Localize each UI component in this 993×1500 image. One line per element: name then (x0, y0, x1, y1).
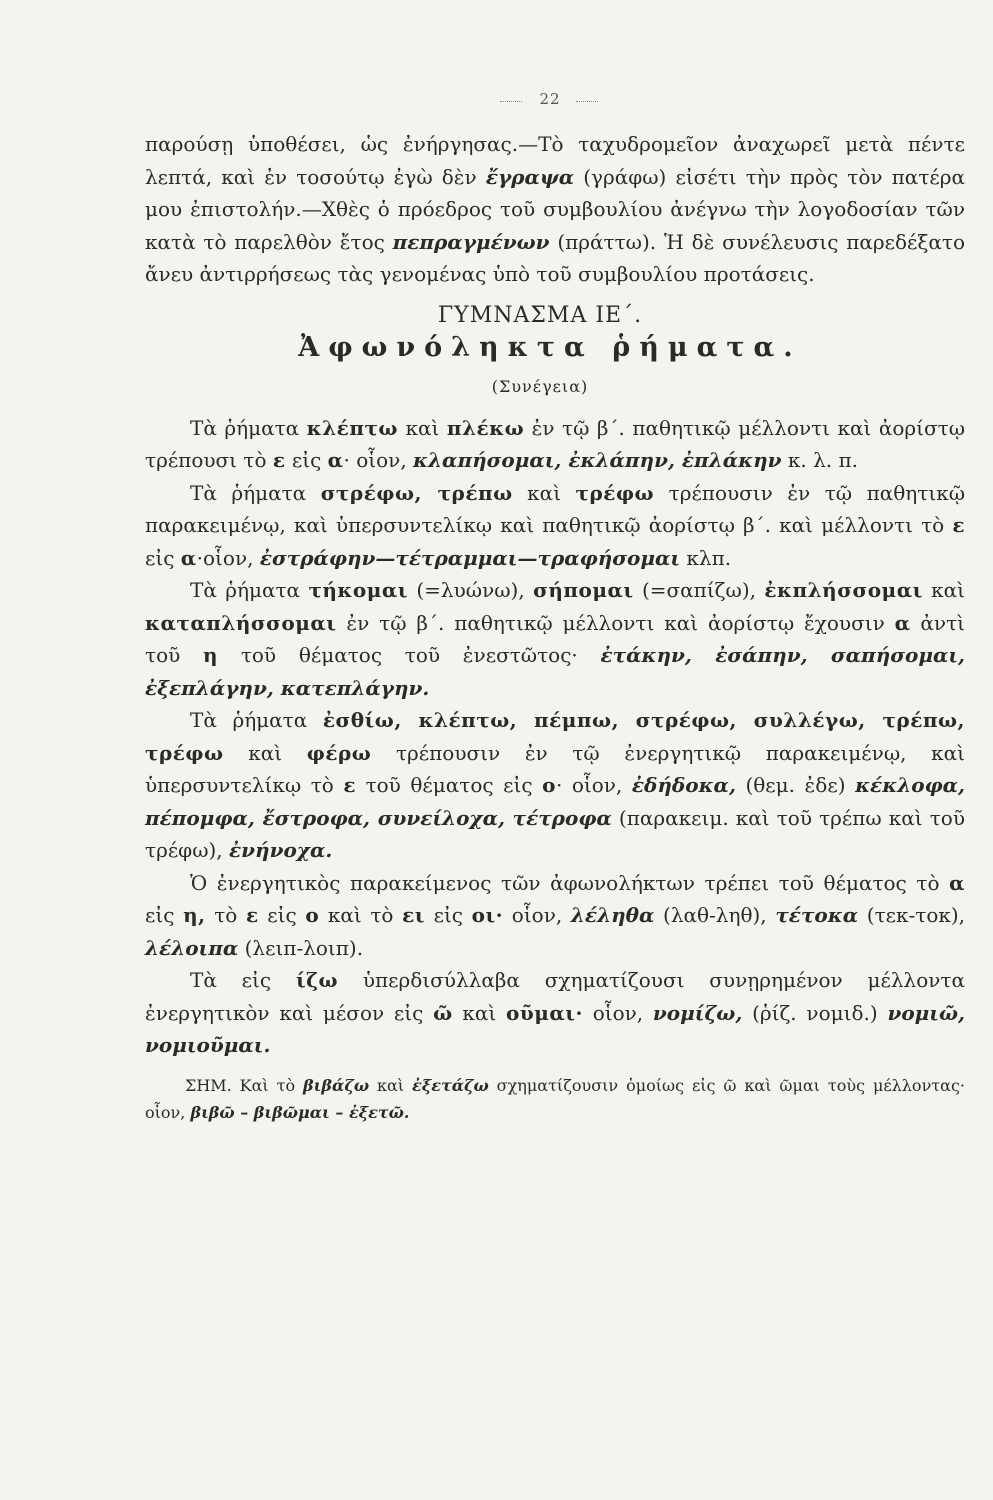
paragraph-kleptw (145, 412, 965, 477)
text-run: παρούσῃ ὑποθέσει, ὡς ἐνήργησας.—Τὸ ταχυδρομεῖον ἀναχωρεῖ μετὰ πέντε λεπτά, καὶ ἐν τοσούτῳ ἐγὼ δὲν (145, 132, 965, 189)
text-run: Ὁ ἐνεργητικὸς παρακείμενος τῶν ἀφωνολήκτων τρέπει τοῦ θέματος τὸ (190, 870, 950, 895)
text-run: τρέπουσιν ἐν τῷ παθητικῷ παρακειμένῳ, καὶ ὑπερσυντελίκῳ καὶ παθητικῷ ἀορίστῳ β΄. καὶ μέλλοντι τὸ (145, 480, 965, 537)
text-run: λέληθα (570, 903, 655, 927)
text-run: · οἷον, (343, 448, 414, 472)
paragraph-parakeimenos (145, 867, 965, 965)
text-run: Τὰ ῥήματα (190, 578, 309, 602)
text-run: βιβάζω (303, 1075, 370, 1095)
text-run: καὶ (512, 480, 576, 505)
text-run: (λαθ-ληθ), (654, 903, 776, 927)
text-run: · οἷον, (555, 773, 632, 797)
text-run: σήπομαι (533, 578, 634, 602)
text-run: εἰς (145, 545, 181, 570)
text-run: ἐνήνοχα. (229, 838, 333, 862)
exercise-title: ΓΥΜΝΑΣΜΑ ΙΕ΄. (437, 302, 643, 328)
text-run: καὶ (452, 1000, 507, 1025)
text-run: (τεκ-τοκ), (858, 903, 966, 927)
text-run: ε (245, 903, 259, 927)
paragraph-strefw (145, 477, 965, 575)
text-run: ἐστράφην—τέτραμμαι—τραφήσομαι (259, 545, 681, 570)
text-run: στρέφω, τρέπω (320, 480, 513, 505)
text-run: ἐκπλήσσομαι (764, 578, 923, 602)
text-run: ο (305, 903, 320, 927)
text-run: (γράφω) εἰσέτι τὴν πρὸς τὸν πατέρα μου ἐπιστολήν.—Χθὲς ὁ πρόεδρος τοῦ συμβουλίου ἀνέγνω τὴν λογοδοσίαν τῶν κατὰ τὸ παρελθὸν ἔτος (145, 164, 966, 254)
text-run: η, (183, 903, 206, 927)
text-run: βιβῶ – βιβῶμαι – ἐξετῶ. (190, 1102, 410, 1122)
text-run: ῶ (433, 1000, 453, 1025)
text-run: ἐδήδοκα, (631, 773, 736, 797)
text-run: ε (272, 448, 286, 472)
text-run: ε (952, 513, 965, 537)
text-run: (πράττω). Ἡ δὲ συνέλευσις παρεδέξατο ἄνευ ἀντιρρήσεως τὰς γενομένας ὑπὸ τοῦ συμβουλίου προτάσεις. (145, 229, 965, 286)
text-run: τέτοκα (775, 903, 859, 927)
text-run: κλαπήσομαι, ἐκλάπην, ἐπλάκην (413, 448, 782, 472)
text-run: τοῦ θέματος τοῦ ἐνεστῶτος· (218, 643, 601, 667)
text-run: ΣΗΜ. Καὶ τὸ (185, 1075, 304, 1095)
text-run: οἷον, (582, 1000, 653, 1025)
text-run: (ῥίζ. νομιδ.) (742, 1000, 888, 1025)
text-run: κλέπτω (306, 415, 398, 440)
text-run: Τὰ ῥήματα (190, 415, 307, 440)
chapter-heading: Ἀφωνόληκτα ῥήματα. (298, 331, 802, 363)
footnote (145, 1072, 965, 1126)
page-number-rule-right (576, 101, 598, 102)
text-run: κέκλοφα, πέπομφα, ἔστροφα, συνείλοχα, τέτροφα (145, 773, 966, 830)
text-run: κ. λ. π. (781, 448, 858, 472)
text-run: ο (542, 773, 556, 797)
text-run: α (180, 545, 197, 570)
text-run: ίζω (295, 968, 339, 992)
text-run: λέλοιπα (145, 935, 239, 960)
text-run: κλπ. (680, 545, 732, 570)
text-run: εἰς (285, 448, 328, 472)
text-run: ·οἷον, (196, 545, 260, 570)
text-run: οῦμαι· (506, 1000, 583, 1025)
text-run: εἰς (424, 903, 472, 927)
text-run: ἐσθίω, κλέπτω, πέμπω, στρέφω, συλλέγω, τρέπω, τρέφω (145, 708, 965, 765)
text-run: α (894, 610, 911, 635)
text-run: καὶ (369, 1075, 413, 1095)
text-run: σχηματίζουσιν ὁμοίως εἰς ῶ καὶ ῶμαι τοὺς μέλλοντας· οἷον, (145, 1075, 965, 1122)
text-run: πεπραγμένων (392, 229, 550, 254)
text-run: ἔγραψα (485, 164, 575, 189)
text-run: (θεμ. ἐδε) (735, 773, 856, 797)
text-run: α (949, 870, 965, 895)
text-run: καὶ (922, 578, 965, 602)
text-run: α (327, 448, 344, 472)
page-number: 22 (539, 90, 561, 108)
text-run: οι· (471, 903, 504, 927)
text-run: (=λυώνω), (407, 578, 534, 602)
text-run: Τὰ εἰς (190, 968, 296, 992)
text-run: εἰς (145, 903, 184, 927)
text-run: καταπλήσσομαι (145, 610, 337, 635)
paragraph-izw (145, 964, 965, 1062)
paragraph-tekomai (145, 574, 965, 704)
text-run: ἐν τῷ β΄. παθητικῷ μέλλοντι καὶ ἀορίστῳ τρέπουσι τὸ (145, 415, 966, 472)
text-run: νομιῶ, νομιοῦμαι. (145, 1000, 965, 1057)
text-run: καὶ τὸ (319, 903, 403, 927)
intro-paragraph (145, 128, 965, 291)
text-run: Τὰ ῥήματα (190, 708, 323, 732)
text-run: τρέπουσιν ἐν τῷ ἐνεργητικῷ παρακειμένῳ, καὶ ὑπερσυντελίκῳ τὸ (145, 740, 965, 797)
text-run: φέρω (306, 740, 372, 765)
text-run: τρέφω (575, 480, 655, 505)
text-run: νομίζω, (652, 1000, 743, 1025)
text-run: ὑπερδισύλλαβα σχηματίζουσι συνῃρημένον μέλλοντα ἐνεργητικὸν καὶ μέσον εἰς (145, 968, 965, 1025)
text-run: ἐτάκην, ἐσάπην, σαπήσομαι, ἐξεπλάγην, κατεπλάγην. (145, 643, 965, 700)
page-body (145, 128, 965, 1126)
text-run: καὶ (223, 740, 307, 765)
text-run: ει (402, 903, 425, 927)
continuation-subtitle: (Συνέγεια) (491, 376, 589, 396)
text-run: Τὰ ῥήματα (190, 480, 321, 505)
text-run: οἷον, (503, 903, 571, 927)
text-run: τήκομαι (308, 578, 408, 602)
text-run: ε (343, 773, 357, 797)
text-run: ἐν τῷ β΄. παθητικῷ μέλλοντι καὶ ἀορίστῳ ἔχουσιν (336, 610, 895, 635)
text-run: ἀντὶ τοῦ (145, 610, 965, 667)
text-run: (λειπ-λοιπ). (238, 935, 364, 960)
text-run: εἰς (258, 903, 306, 927)
text-run: (παρακειμ. καὶ τοῦ τρέπω καὶ τοῦ τρέφω), (145, 805, 965, 862)
text-run: (=σαπίζω), (633, 578, 765, 602)
text-run: τὸ (205, 903, 246, 927)
text-run: πλέκω (446, 415, 525, 440)
text-run: καὶ (397, 415, 447, 440)
text-run: η (203, 643, 219, 667)
paragraph-esthiw (145, 704, 965, 867)
page-number-rule-left (500, 101, 522, 102)
text-run: τοῦ θέματος εἰς (356, 773, 543, 797)
text-run: ἐξετάζω (412, 1075, 489, 1095)
